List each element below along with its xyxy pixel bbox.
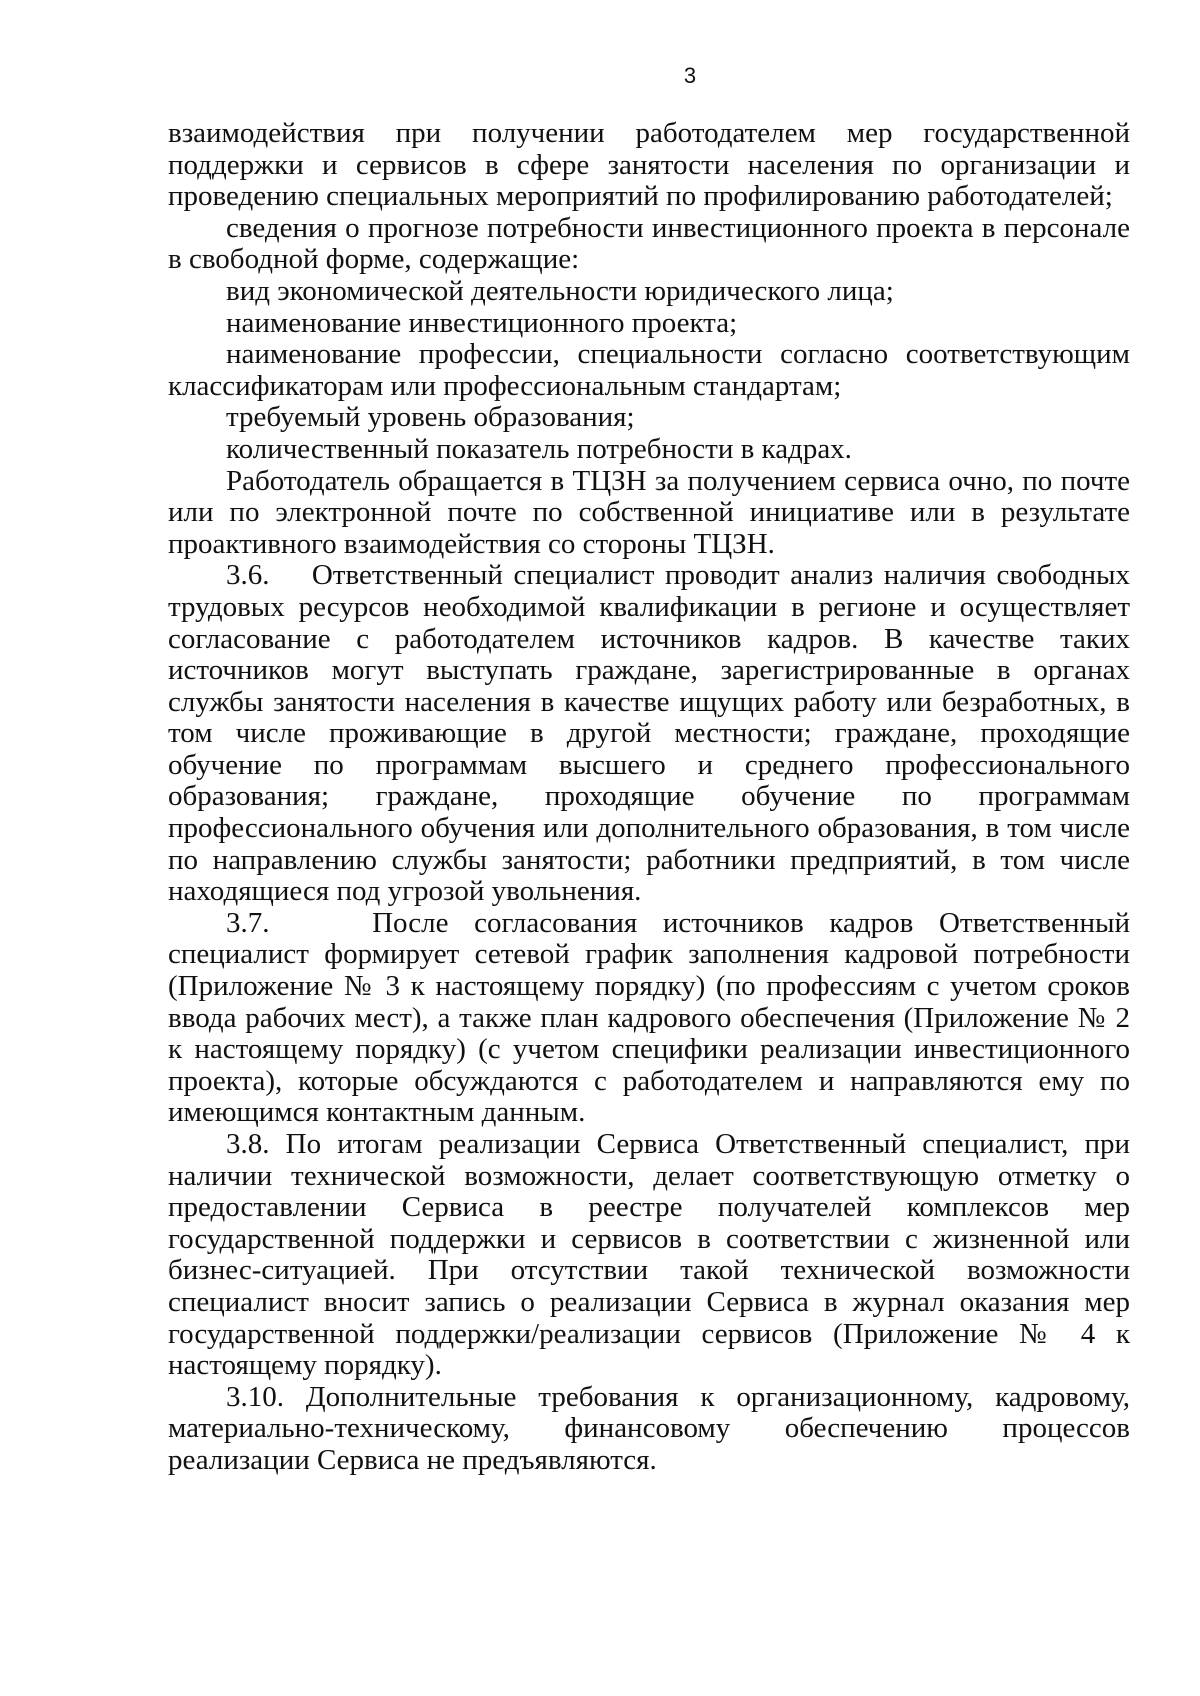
paragraph-employer-request: Работодатель обращается в ТЦЗН за получением сервиса очно, по почте или по электронной почте по собственной инициативе или в результате проактивного взаимодействия со стороны ТЦЗН. bbox=[168, 464, 1130, 560]
page-number: 3 bbox=[683, 63, 697, 88]
document-body bbox=[168, 118, 1130, 1477]
paragraph-section-3-6: 3.6. Ответственный специалист проводит анализ наличия свободных трудовых ресурсов необходимой квалификации в регионе и осуществляет согласование с работодателем источников кадров. В качестве таких источников могут выступать граждане, зарегистрированные в органах службы занятости населения в качестве ищущих работу или безработных, в том числе проживающие в другой местности; граждане, проходящие обучение по программам высшего и среднего профессионального образования; граждане, проходящие обучение по программам профессионального обучения или дополнительного образования, в том числе по направлению службы занятости; работники предприятий, в том числе находящиеся под угрозой увольнения. bbox=[168, 559, 1130, 908]
list-item-education-level: требуемый уровень образования; bbox=[226, 401, 635, 434]
paragraph-section-3-10: 3.10. Дополнительные требования к организационному, кадровому, материально-техническому, финансовому обеспечению процессов реализации Сервиса не предъявляются. bbox=[168, 1380, 1130, 1476]
paragraph-section-3-8: 3.8. По итогам реализации Сервиса Ответственный специалист, при наличии технической возможности, делает соответствующую отметку о предоставлении Сервиса в реестре получателей комплексов мер государственной поддержки и сервисов в соответствии с жизненной или бизнес-ситуацией. При отсутствии такой технической возможности специалист вносит запись о реализации Сервиса в журнал оказания мер государственной поддержки/реализации сервисов (Приложение № 4 к настоящему порядку). bbox=[168, 1128, 1130, 1382]
list-item-staff-quantity: количественный показатель потребности в кадрах. bbox=[226, 432, 852, 465]
paragraph-forecast-info: сведения о прогнозе потребности инвестиционного проекта в персонале в свободной форме, содержащие: bbox=[168, 211, 1130, 276]
paragraph-section-3-7: 3.7. После согласования источников кадров Ответственный специалист формирует сетевой график заполнения кадровой потребности (Приложение № 3 к настоящему порядку) (по профессиям с учетом сроков ввода рабочих мест), а также план кадрового обеспечения (Приложение № 2 к настоящему порядку) (с учетом специфики реализации инвестиционного проекта), которые обсуждаются с работодателем и направляются ему по имеющимся контактным данным. bbox=[168, 906, 1130, 1129]
list-item-project-name: наименование инвестиционного проекта; bbox=[226, 306, 738, 339]
paragraph-continuation: взаимодействия при получении работодателем мер государственной поддержки и сервисов в сфере занятости населения по организации и проведению специальных мероприятий по профилированию работодателей; bbox=[168, 117, 1130, 213]
list-item-profession-name: наименование профессии, специальности согласно соответствующим классификаторам или профессиональным стандартам; bbox=[168, 338, 1130, 402]
list-item-activity-type: вид экономической деятельности юридического лица; bbox=[226, 274, 894, 307]
